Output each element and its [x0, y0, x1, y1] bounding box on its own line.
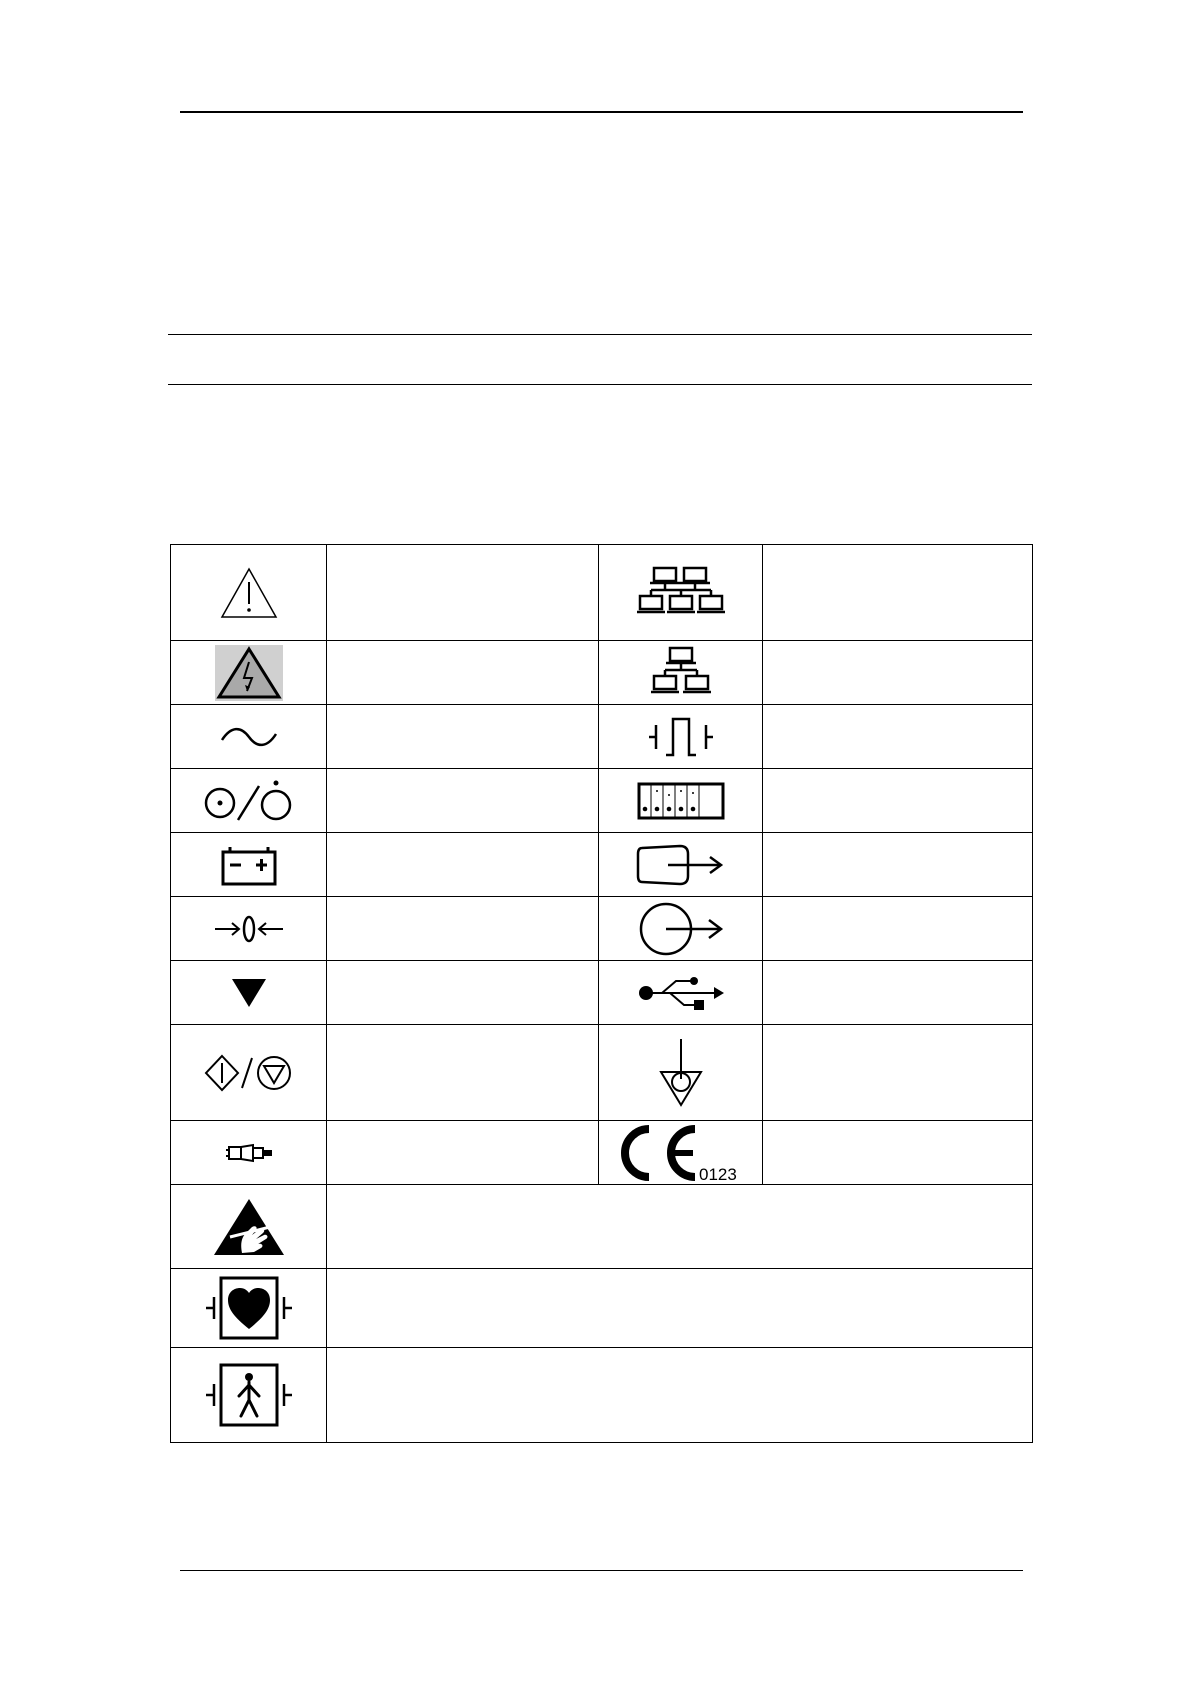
icon-cell: [171, 833, 327, 897]
table-row: [171, 1185, 1033, 1269]
icon-cell: [599, 833, 763, 897]
header-rule: [180, 111, 1023, 113]
table-row: [171, 1025, 1033, 1121]
icon-cell: [599, 545, 763, 641]
symbol-description: [763, 1025, 1033, 1121]
table-row: [171, 769, 1033, 833]
icon-cell: [171, 545, 327, 641]
gas-connector-icon: [171, 1142, 326, 1164]
symbol-description: [327, 1269, 1033, 1348]
symbol-description: [327, 769, 599, 833]
power-on-off-icon: [171, 778, 326, 824]
video-output-icon: [599, 842, 762, 888]
warning-triangle-icon: [171, 566, 326, 620]
icon-cell: [171, 769, 327, 833]
usb-icon: [599, 973, 762, 1013]
symbol-description: [327, 1121, 599, 1185]
icon-cell: [171, 961, 327, 1025]
symbol-description: [327, 833, 599, 897]
icon-cell: [599, 961, 763, 1025]
defibrillation-proof-cf-icon: [171, 1275, 326, 1341]
icon-cell: [171, 1185, 327, 1269]
section-rule-bottom: [168, 384, 1032, 385]
battery-icon: [171, 844, 326, 886]
icon-cell: [599, 641, 763, 705]
symbol-description: [327, 545, 599, 641]
icon-cell: [171, 705, 327, 769]
symbol-description: [327, 705, 599, 769]
icon-cell: [599, 897, 763, 961]
icon-cell: [599, 705, 763, 769]
symbol-description: [763, 1121, 1033, 1185]
icon-cell: [171, 641, 327, 705]
icon-cell: [171, 1269, 327, 1348]
table-row: [171, 545, 1033, 641]
high-voltage-warning-icon: [171, 645, 326, 701]
symbol-description: [763, 545, 1033, 641]
table-row: [171, 705, 1033, 769]
start-stop-icon: [171, 1053, 326, 1093]
symbol-description: [327, 1348, 1033, 1443]
symbol-description: [327, 897, 599, 961]
zero-pressure-icon: [171, 913, 326, 945]
esd-warning-icon: [171, 1197, 326, 1257]
section-rule-top: [168, 334, 1032, 335]
symbol-description: [763, 769, 1033, 833]
icon-cell: [171, 1121, 327, 1185]
symbol-description: [763, 961, 1033, 1025]
defibrillation-proof-bf-icon: [171, 1362, 326, 1428]
defibrillator-sync-pulse-icon: [599, 715, 762, 759]
symbol-description: [327, 961, 599, 1025]
ce-mark-icon: [619, 1123, 762, 1183]
icon-cell: [599, 1121, 763, 1185]
signal-output-icon: [599, 901, 762, 957]
symbol-description: [327, 1025, 599, 1121]
symbol-description: [763, 833, 1033, 897]
symbol-description: [327, 1185, 1033, 1269]
icon-cell: [599, 1025, 763, 1121]
network-icon: [599, 646, 762, 700]
ce-notified-body-number: 0123: [699, 1164, 737, 1183]
symbol-description: [327, 641, 599, 705]
symbol-description: [763, 897, 1033, 961]
table-row: [171, 641, 1033, 705]
icon-cell: [599, 769, 763, 833]
table-row: [171, 1269, 1033, 1348]
symbol-table: [170, 544, 1033, 1443]
equipotential-ground-icon: [599, 1037, 762, 1109]
arrow-down-triangle-icon: [171, 977, 326, 1009]
table-row: [171, 1121, 1033, 1185]
icon-cell: [171, 1025, 327, 1121]
symbol-description: [763, 705, 1033, 769]
table-row: [171, 897, 1033, 961]
icon-cell: [171, 1348, 327, 1443]
table-row: [171, 833, 1033, 897]
module-rack-icon: [599, 781, 762, 821]
table-row: [171, 1348, 1033, 1443]
icon-cell: [171, 897, 327, 961]
multi-network-icon: [599, 566, 762, 620]
alternating-current-icon: [171, 722, 326, 752]
symbol-description: [763, 641, 1033, 705]
table-row: [171, 961, 1033, 1025]
footer-rule: [180, 1570, 1023, 1571]
